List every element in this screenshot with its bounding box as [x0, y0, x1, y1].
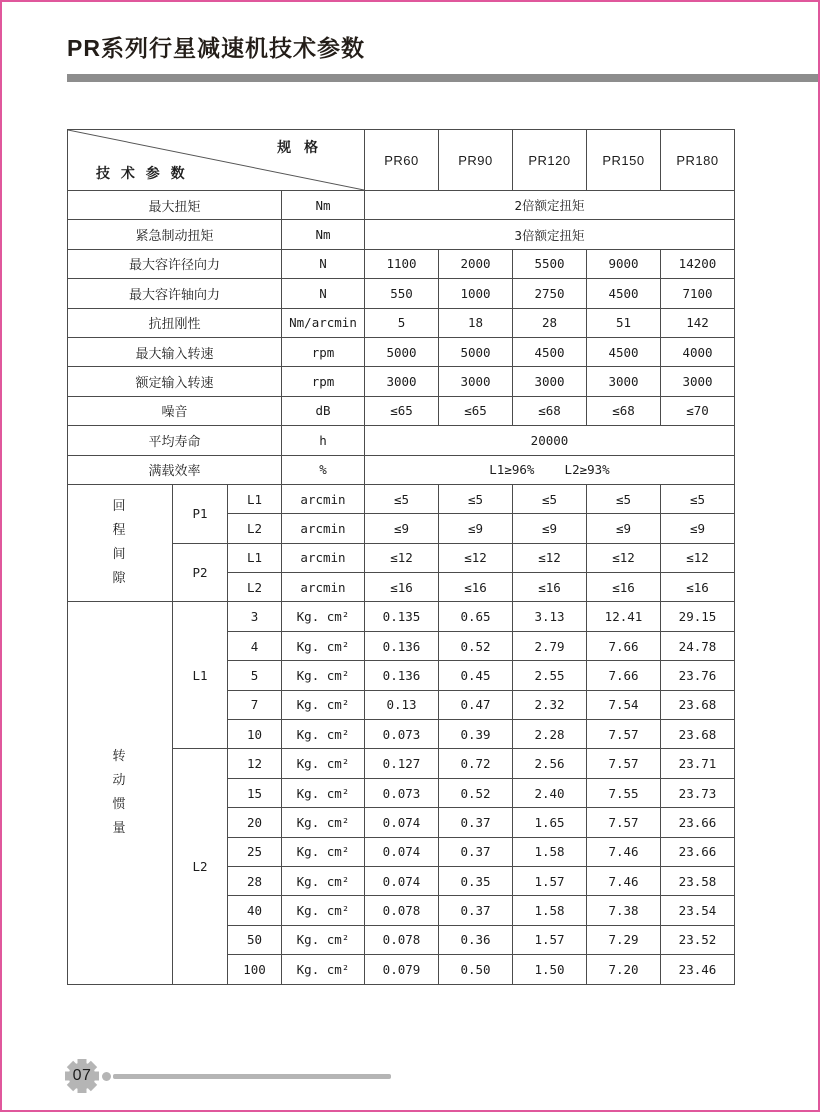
value-cell: 2000: [439, 249, 513, 278]
page-number: 07: [72, 1067, 92, 1084]
value-cell: ≤5: [513, 484, 587, 513]
stage-level: L1: [228, 484, 282, 513]
value-cell: 3.13: [513, 602, 587, 631]
value-cell: 7.46: [587, 866, 661, 895]
value-cell: ≤70: [661, 396, 735, 425]
param-row: [68, 220, 735, 249]
param-unit: Kg. cm²: [282, 837, 365, 866]
value-cell: 7.38: [587, 896, 661, 925]
param-label: 抗扭刚性: [68, 308, 282, 337]
value-cell: 4500: [587, 279, 661, 308]
value-span-cell: 2倍额定扭矩: [365, 191, 735, 220]
param-row: [68, 367, 735, 396]
value-cell: ≤16: [439, 573, 513, 602]
value-cell: 3000: [365, 367, 439, 396]
param-unit: Kg. cm²: [282, 896, 365, 925]
value-cell: ≤5: [365, 484, 439, 513]
value-cell: 3000: [661, 367, 735, 396]
value-cell: 0.074: [365, 808, 439, 837]
param-unit: h: [282, 426, 365, 455]
value-cell: ≤12: [513, 543, 587, 572]
backlash-group-label: 回程间隙: [68, 484, 173, 602]
param-unit: Kg. cm²: [282, 925, 365, 954]
param-row: [68, 426, 735, 455]
page-title: PR系列行星减速机技术参数: [67, 35, 365, 61]
inertia-row: [68, 602, 735, 631]
value-cell: 14200: [661, 249, 735, 278]
value-cell: ≤5: [587, 484, 661, 513]
value-cell: 0.37: [439, 837, 513, 866]
value-cell: 23.68: [661, 690, 735, 719]
value-cell: 7.66: [587, 661, 661, 690]
param-unit: Kg. cm²: [282, 808, 365, 837]
value-cell: 3000: [587, 367, 661, 396]
value-cell: ≤12: [365, 543, 439, 572]
param-unit: Kg. cm²: [282, 955, 365, 984]
ratio-cell: 25: [228, 837, 282, 866]
value-cell: 0.65: [439, 602, 513, 631]
value-cell: 23.52: [661, 925, 735, 954]
model-header-pr180: PR180: [661, 130, 735, 191]
value-cell: 7.55: [587, 778, 661, 807]
value-cell: 4500: [513, 337, 587, 366]
param-label: 紧急制动扭矩: [68, 220, 282, 249]
ratio-cell: 12: [228, 749, 282, 778]
ratio-cell: 50: [228, 925, 282, 954]
value-cell: ≤65: [365, 396, 439, 425]
param-label: 额定输入转速: [68, 367, 282, 396]
ratio-cell: 15: [228, 778, 282, 807]
value-cell: 0.47: [439, 690, 513, 719]
value-cell: 2.40: [513, 778, 587, 807]
param-label: 最大容许轴向力: [68, 279, 282, 308]
value-cell: ≤68: [513, 396, 587, 425]
param-label: 最大扭矩: [68, 191, 282, 220]
value-cell: 0.074: [365, 837, 439, 866]
param-unit: Kg. cm²: [282, 631, 365, 660]
param-unit: rpm: [282, 367, 365, 396]
param-unit: arcmin: [282, 543, 365, 572]
value-cell: 2.28: [513, 720, 587, 749]
value-span-cell: 20000: [365, 426, 735, 455]
value-cell: 0.135: [365, 602, 439, 631]
value-cell: 7.46: [587, 837, 661, 866]
param-label: 满载效率: [68, 455, 282, 484]
value-cell: 7.57: [587, 808, 661, 837]
ratio-cell: 28: [228, 866, 282, 895]
title-underline-bar: [67, 74, 818, 82]
value-cell: 23.71: [661, 749, 735, 778]
param-unit: Kg. cm²: [282, 866, 365, 895]
value-cell: 550: [365, 279, 439, 308]
backlash-row: [68, 484, 735, 513]
ratio-cell: 40: [228, 896, 282, 925]
value-cell: ≤5: [661, 484, 735, 513]
value-cell: 1.58: [513, 837, 587, 866]
value-cell: 0.37: [439, 808, 513, 837]
value-cell: 1000: [439, 279, 513, 308]
value-cell: 1.50: [513, 955, 587, 984]
value-cell: 1.65: [513, 808, 587, 837]
value-cell: ≤9: [365, 514, 439, 543]
value-cell: 4500: [587, 337, 661, 366]
value-cell: 1100: [365, 249, 439, 278]
value-cell: 5: [365, 308, 439, 337]
value-cell: 23.66: [661, 837, 735, 866]
value-cell: 0.72: [439, 749, 513, 778]
value-cell: 23.73: [661, 778, 735, 807]
value-cell: 1.57: [513, 866, 587, 895]
stage-level: L1: [173, 602, 228, 749]
ratio-cell: 10: [228, 720, 282, 749]
value-cell: 2750: [513, 279, 587, 308]
corner-label-spec: 规 格: [277, 140, 322, 156]
param-row: [68, 191, 735, 220]
value-cell: 0.52: [439, 631, 513, 660]
param-unit: Kg. cm²: [282, 602, 365, 631]
stage-level: L2: [173, 749, 228, 984]
value-cell: ≤9: [439, 514, 513, 543]
value-cell: ≤5: [439, 484, 513, 513]
stage-level: L2: [228, 514, 282, 543]
param-unit: Nm/arcmin: [282, 308, 365, 337]
param-unit: rpm: [282, 337, 365, 366]
value-cell: 0.074: [365, 866, 439, 895]
value-cell: 29.15: [661, 602, 735, 631]
value-cell: ≤9: [661, 514, 735, 543]
value-cell: 7.57: [587, 720, 661, 749]
value-cell: 142: [661, 308, 735, 337]
ratio-cell: 20: [228, 808, 282, 837]
value-cell: 0.073: [365, 720, 439, 749]
param-row: [68, 279, 735, 308]
value-cell: 7.66: [587, 631, 661, 660]
value-cell: 0.078: [365, 896, 439, 925]
param-label: 最大输入转速: [68, 337, 282, 366]
value-cell: 0.136: [365, 661, 439, 690]
param-unit: Nm: [282, 220, 365, 249]
value-cell: 9000: [587, 249, 661, 278]
value-cell: 7.54: [587, 690, 661, 719]
value-cell: 0.136: [365, 631, 439, 660]
value-cell: 0.39: [439, 720, 513, 749]
value-cell: 23.68: [661, 720, 735, 749]
model-header-pr60: PR60: [365, 130, 439, 191]
param-unit: Kg. cm²: [282, 720, 365, 749]
value-cell: 2.32: [513, 690, 587, 719]
ratio-cell: 7: [228, 690, 282, 719]
corner-cell: [68, 130, 365, 191]
value-cell: 7100: [661, 279, 735, 308]
page-footer: [64, 1058, 391, 1094]
value-cell: 51: [587, 308, 661, 337]
ratio-cell: 4: [228, 631, 282, 660]
param-unit: Kg. cm²: [282, 690, 365, 719]
value-cell: 0.127: [365, 749, 439, 778]
value-cell: 23.46: [661, 955, 735, 984]
value-cell: 0.52: [439, 778, 513, 807]
value-cell: ≤9: [587, 514, 661, 543]
value-cell: 23.66: [661, 808, 735, 837]
param-label: 噪音: [68, 396, 282, 425]
value-cell: 3000: [439, 367, 513, 396]
gear-icon: [64, 1058, 100, 1094]
value-cell: 0.35: [439, 866, 513, 895]
value-cell: 23.54: [661, 896, 735, 925]
param-label: 平均寿命: [68, 426, 282, 455]
value-cell: 5000: [365, 337, 439, 366]
header-row: [68, 130, 735, 191]
value-cell: 12.41: [587, 602, 661, 631]
value-cell: ≤65: [439, 396, 513, 425]
value-cell: 0.37: [439, 896, 513, 925]
corner-label-params: 技 术 参 数: [96, 166, 188, 182]
value-cell: 28: [513, 308, 587, 337]
value-cell: ≤68: [587, 396, 661, 425]
accuracy-grade: P2: [173, 543, 228, 602]
value-cell: 7.29: [587, 925, 661, 954]
param-unit: arcmin: [282, 573, 365, 602]
value-span-cell: 3倍额定扭矩: [365, 220, 735, 249]
stage-level: L2: [228, 573, 282, 602]
value-span-cell: L1≥96% L2≥93%: [365, 455, 735, 484]
value-cell: 0.079: [365, 955, 439, 984]
param-unit: dB: [282, 396, 365, 425]
value-cell: ≤16: [513, 573, 587, 602]
value-cell: 18: [439, 308, 513, 337]
param-unit: %: [282, 455, 365, 484]
param-unit: N: [282, 249, 365, 278]
value-cell: 0.36: [439, 925, 513, 954]
value-cell: 23.76: [661, 661, 735, 690]
inertia-group-label: 转动惯量: [68, 602, 173, 984]
value-cell: 5500: [513, 249, 587, 278]
value-cell: 2.56: [513, 749, 587, 778]
param-unit: Kg. cm²: [282, 778, 365, 807]
value-cell: ≤16: [587, 573, 661, 602]
footer-dot: [102, 1072, 111, 1081]
footer-rule: [113, 1074, 391, 1079]
param-unit: arcmin: [282, 484, 365, 513]
value-cell: 4000: [661, 337, 735, 366]
accuracy-grade: P1: [173, 484, 228, 543]
ratio-cell: 100: [228, 955, 282, 984]
param-unit: Kg. cm²: [282, 661, 365, 690]
value-cell: ≤9: [513, 514, 587, 543]
value-cell: ≤16: [365, 573, 439, 602]
param-row: [68, 396, 735, 425]
ratio-cell: 3: [228, 602, 282, 631]
value-cell: 0.13: [365, 690, 439, 719]
value-cell: 0.45: [439, 661, 513, 690]
value-cell: 5000: [439, 337, 513, 366]
param-unit: Nm: [282, 191, 365, 220]
value-cell: ≤16: [661, 573, 735, 602]
model-header-pr90: PR90: [439, 130, 513, 191]
value-cell: 2.55: [513, 661, 587, 690]
value-cell: 0.073: [365, 778, 439, 807]
value-cell: 0.078: [365, 925, 439, 954]
value-cell: 1.58: [513, 896, 587, 925]
value-cell: 2.79: [513, 631, 587, 660]
ratio-cell: 5: [228, 661, 282, 690]
value-cell: ≤12: [587, 543, 661, 572]
value-cell: 3000: [513, 367, 587, 396]
param-row: [68, 308, 735, 337]
value-cell: 24.78: [661, 631, 735, 660]
param-row: [68, 337, 735, 366]
param-unit: arcmin: [282, 514, 365, 543]
param-row: [68, 455, 735, 484]
spec-table: [67, 129, 735, 985]
param-label: 最大容许径向力: [68, 249, 282, 278]
model-header-pr120: PR120: [513, 130, 587, 191]
param-unit: N: [282, 279, 365, 308]
value-cell: 0.50: [439, 955, 513, 984]
value-cell: ≤12: [439, 543, 513, 572]
param-row: [68, 249, 735, 278]
value-cell: 1.57: [513, 925, 587, 954]
value-cell: 7.20: [587, 955, 661, 984]
stage-level: L1: [228, 543, 282, 572]
value-cell: 7.57: [587, 749, 661, 778]
param-unit: Kg. cm²: [282, 749, 365, 778]
value-cell: 23.58: [661, 866, 735, 895]
model-header-pr150: PR150: [587, 130, 661, 191]
value-cell: ≤12: [661, 543, 735, 572]
